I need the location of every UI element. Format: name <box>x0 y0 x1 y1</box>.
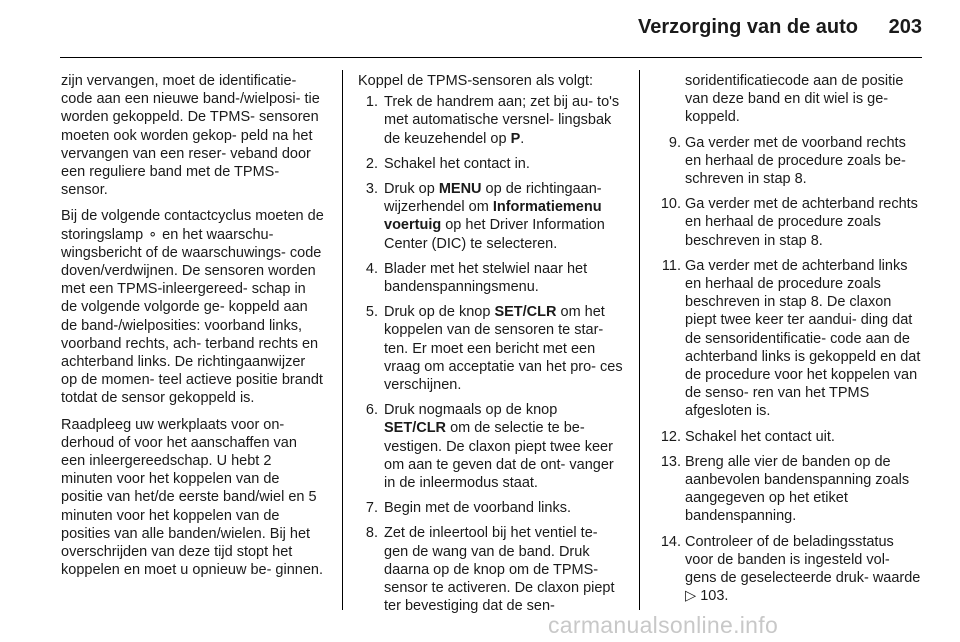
list-item <box>358 155 624 173</box>
list-item <box>655 428 921 446</box>
paragraph-3: Raadpleeg uw werkplaats voor on- derhoud of voor het aanschaffen van een inleergereedschap. U hebt 2 minuten voor het koppelen van de positie van het/de eerste band/wiel en 5 minuten voor het koppelen van de posities van alle banden/wielen. Bij het overschrijden van deze tijd stopt het koppelen en moet u opnieuw be- ginnen. <box>61 416 323 579</box>
step-bold: MENU <box>438 181 482 198</box>
step-text: . <box>520 130 525 147</box>
step-bold: Informatiemenu voertuig <box>384 199 602 234</box>
step-number: 2. <box>365 155 378 172</box>
step-text: Schakel het contact in. <box>384 155 530 172</box>
step-text: Druk nogmaals op de knop <box>384 402 558 419</box>
column-1 <box>61 72 325 587</box>
list-item <box>358 303 624 394</box>
list-item <box>358 524 624 615</box>
column-3 <box>655 72 921 612</box>
step-text: Begin met de voorband links. <box>384 500 571 517</box>
step-text: Schakel het contact uit. <box>685 428 835 445</box>
step-text: op het Driver Information Center (DIC) te selecteren. <box>384 217 605 252</box>
step-bold: SET/CLR <box>384 420 447 437</box>
steps-list-continued <box>655 134 921 606</box>
list-item <box>358 499 624 517</box>
list-item <box>358 260 624 296</box>
list-item <box>655 195 921 250</box>
step-text: om het koppelen van de sensoren te star- ten. Er moet een bericht met een vraag om acceptatie van het pro- ces verschijnen. <box>384 304 623 394</box>
page-number: 203 <box>888 16 922 38</box>
column-divider-1 <box>342 70 343 610</box>
step-text: om de selectie te be- vestigen. De claxon piept twee keer om aan te geven dat de ont- vanger in de inleermodus staat. <box>384 420 614 492</box>
step-text: Blader met het stelwiel naar het bandenspanningsmenu. <box>384 260 588 296</box>
list-item <box>655 257 921 421</box>
paragraph-2 <box>61 207 325 407</box>
list-item <box>358 93 624 148</box>
step-number: 8. <box>365 525 378 542</box>
step-number: 10. <box>660 196 681 213</box>
step-text: Controleer of de beladingsstatus voor de banden is ingesteld vol- gens de geselecteerde druk- waarde <box>685 533 921 587</box>
step-text: Breng alle vier de banden op de aanbevolen bandenspanning zoals aangegeven op het etiket bandenspanning. <box>685 453 910 525</box>
column-2 <box>358 72 624 622</box>
step-number: 4. <box>365 260 378 277</box>
step-text: op de richtingaan- wijzerhendel om <box>384 181 602 216</box>
steps-intro: Koppel de TPMS-sensoren als volgt: <box>358 73 594 89</box>
paragraph-1: zijn vervangen, moet de identificatie- code aan een nieuwe band-/wielposi- tie worden gekoppeld. De TPMS- sensoren moeten ook worden gekop- peld na het vervangen van een reser- veband door een reguliere band met de TPMS-sensor. <box>61 73 320 199</box>
step-text: Ga verder met de achterband rechts en herhaal de procedure zoals beschreven in stap 8. <box>685 196 918 249</box>
header-rule <box>60 57 922 58</box>
list-item <box>358 401 624 492</box>
list-item <box>655 533 921 606</box>
list-item <box>358 180 624 253</box>
step-number: 6. <box>365 402 378 419</box>
step-number: 9. <box>668 134 681 151</box>
watermark: carmanualsonline.info <box>548 612 779 638</box>
paragraph-2-text-a: Bij de volgende contactcyclus moeten de storingslamp <box>61 208 324 243</box>
step-number: 14. <box>660 533 681 550</box>
step-text: 103. <box>700 588 729 605</box>
steps-list <box>358 93 624 615</box>
warning-lamp-icon: ⚬ <box>147 226 159 242</box>
step-text: Ga verder met de achterband links en herhaal de procedure zoals beschreven in stap 8. De claxon piept twee keer ter aandui- ding dat de sensoridentificatie- code aan de achterband links is gekoppeld en dat de procedure voor het koppelen van de senso- ren van het TPMS afgesloten is. <box>685 257 921 420</box>
column-divider-2 <box>639 70 640 610</box>
step-8-continuation: soridentificatiecode aan de positie van deze band en dit wiel is ge- koppeld. <box>685 73 904 126</box>
step-number: 13. <box>660 453 681 470</box>
step-number: 5. <box>365 304 378 321</box>
step-number: 1. <box>365 94 378 111</box>
step-number: 11. <box>661 257 681 274</box>
section-title: Verzorging van de auto <box>637 16 858 38</box>
page-header <box>0 0 960 52</box>
page-reference-arrow-icon: ▷ <box>685 588 697 605</box>
step-number: 12. <box>660 428 681 445</box>
step-text: Trek de handrem aan; zet bij au- to's met automatische versnel- lingsbak de keuzehendel op <box>384 94 620 147</box>
step-text: Druk op de knop <box>384 304 491 321</box>
list-item <box>655 134 921 189</box>
step-text: Ga verder met de voorband rechts en herhaal de procedure zoals be- schreven in stap 8. <box>685 134 906 188</box>
step-number: 7. <box>365 500 378 517</box>
step-text: Druk op <box>384 181 435 198</box>
step-bold: P <box>510 130 521 147</box>
step-number: 3. <box>365 181 378 198</box>
list-item <box>655 453 921 526</box>
paragraph-2-text-b: en het waarschu- wingsbericht of de waarschuwings- code doven/verdwijnen. De sensoren worden met een TPMS-inleergereed- schap in de volgende volgorde ge- koppeld aan de band-/wielposities: voorband links, voorband rechts, ach- terband rechts en achterband links. De richtingaanwijzer op de momen- teel actieve positie brandt totdat de sensor gekoppeld is. <box>61 226 323 407</box>
step-text: Zet de inleertool bij het ventiel te- gen de wang van de band. Druk daarna op de knop om de TPMS- sensor te activeren. De claxon piept ter bevestiging dat de sen- <box>384 525 615 615</box>
step-bold: SET/CLR <box>494 304 557 321</box>
